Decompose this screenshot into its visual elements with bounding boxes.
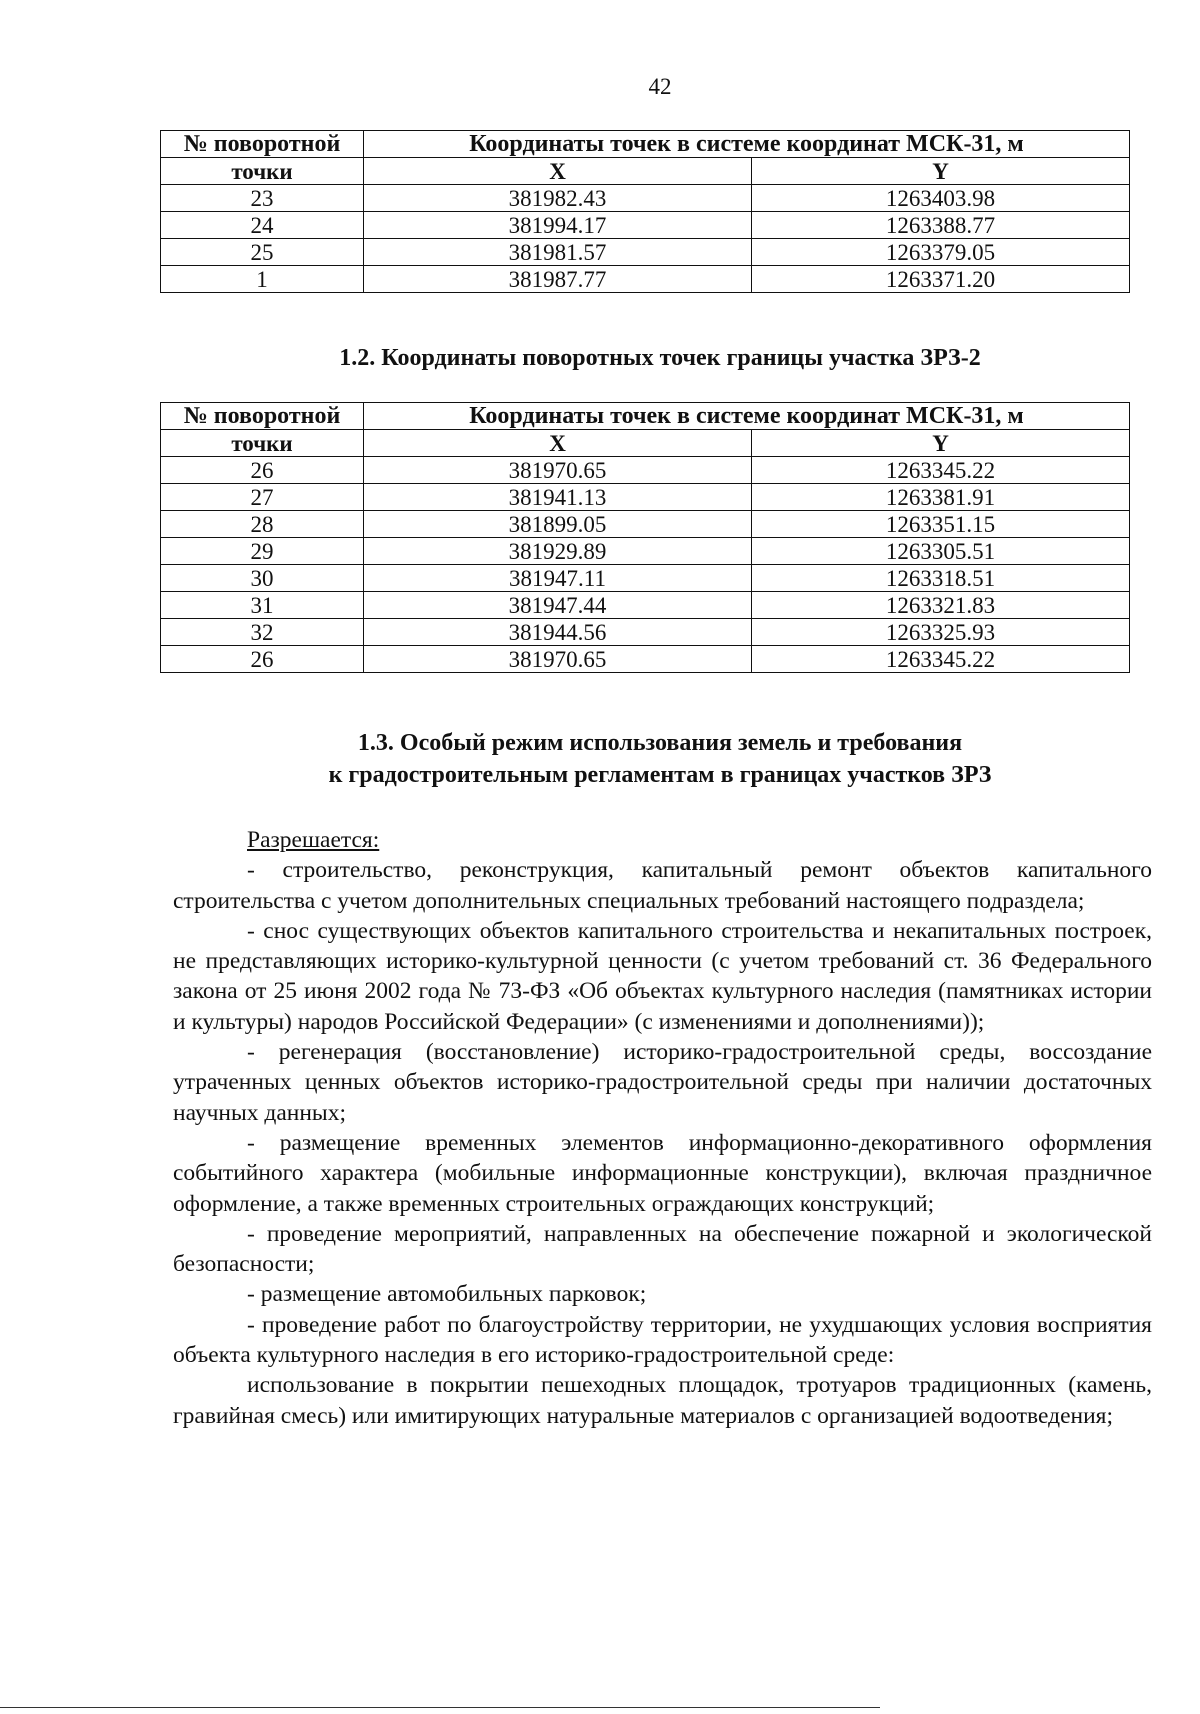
section-heading-1-3-line2: к градостроительным регламентам в границах участков ЗРЗ — [328, 762, 992, 788]
cell-n: 31 — [161, 592, 364, 619]
cell-n: 26 — [161, 457, 364, 484]
table-row — [161, 266, 1130, 293]
paragraph: - регенерация (восстановление) историко-градостроительной среды, воссоздание утраченных ценных объектов историко-градостроительной среды при наличии достаточных научных данных; — [173, 1039, 1152, 1126]
header-point-no-2: точки — [161, 430, 364, 457]
cell-n: 24 — [161, 212, 364, 239]
paragraph: использование в покрытии пешеходных площадок, тротуаров традиционных (камень, гравийная смесь) или имитирующих натуральные материалов с организацией водоотведения; — [173, 1372, 1152, 1429]
header-coords: Координаты точек в системе координат МСК-31, м — [364, 131, 1130, 158]
section-heading-1-3-line1: 1.3. Особый режим использования земель и требования — [357, 730, 963, 756]
cell-y: 1263305.51 — [752, 538, 1130, 565]
table-row — [161, 592, 1130, 619]
coordinates-table-1 — [160, 130, 1130, 293]
header-y: Y — [752, 158, 1130, 185]
cell-y: 1263351.15 — [752, 511, 1130, 538]
cell-x: 381982.43 — [364, 185, 752, 212]
cell-x: 381970.65 — [364, 457, 752, 484]
paragraph: - проведение мероприятий, направленных на обеспечение пожарной и экологической безопасности; — [173, 1220, 1152, 1278]
cell-n: 25 — [161, 239, 364, 266]
cell-n: 28 — [161, 511, 364, 538]
cell-x: 381994.17 — [364, 212, 752, 239]
cell-y: 1263318.51 — [752, 565, 1130, 592]
paragraph: - размещение автомобильных парковок; — [247, 1281, 647, 1308]
cell-n: 27 — [161, 484, 364, 511]
cell-n: 29 — [161, 538, 364, 565]
table-row — [161, 646, 1130, 673]
paragraph: - строительство, реконструкция, капитальный ремонт объектов капитального строительства с учетом дополнительных специальных требований настоящего подраздела; — [173, 857, 1152, 914]
coordinates-table-2 — [160, 402, 1130, 673]
header-point-no: № поворотной — [161, 131, 364, 158]
cell-y: 1263325.93 — [752, 619, 1130, 646]
table-row — [161, 511, 1130, 538]
cell-x: 381929.89 — [364, 538, 752, 565]
header-point-no: № поворотной — [161, 403, 364, 430]
cell-y: 1263345.22 — [752, 457, 1130, 484]
cell-y: 1263371.20 — [752, 266, 1130, 293]
cell-x: 381987.77 — [364, 266, 752, 293]
table-row — [161, 212, 1130, 239]
cell-y: 1263403.98 — [752, 185, 1130, 212]
cell-x: 381970.65 — [364, 646, 752, 673]
cell-n: 26 — [161, 646, 364, 673]
section-heading-1-3 — [0, 727, 1200, 791]
header-x: X — [364, 430, 752, 457]
cell-x: 381944.56 — [364, 619, 752, 646]
paragraph: - проведение работ по благоустройству территории, не ухудшающих условия восприятия объекта культурного наследия в его историко-градостроительной среде: — [173, 1311, 1152, 1369]
cell-n: 32 — [161, 619, 364, 646]
table-row — [161, 457, 1130, 484]
cell-x: 381941.13 — [364, 484, 752, 511]
cell-x: 381899.05 — [364, 511, 752, 538]
cell-y: 1263379.05 — [752, 239, 1130, 266]
cell-x: 381947.44 — [364, 592, 752, 619]
cell-y: 1263381.91 — [752, 484, 1130, 511]
cell-y: 1263345.22 — [752, 646, 1130, 673]
section-heading-1-2: 1.2. Координаты поворотных точек границы участка ЗРЗ-2 — [339, 345, 981, 371]
table-row — [161, 565, 1130, 592]
cell-n: 1 — [161, 266, 364, 293]
cell-x: 381981.57 — [364, 239, 752, 266]
table-row — [161, 484, 1130, 511]
cell-n: 23 — [161, 185, 364, 212]
paragraph: - снос существующих объектов капитального строительства и некапитальных построек, не представляющих историко-культурной ценности (с учетом требований ст. 36 Федерального закона от 25 июня 2002 года № 73-ФЗ «Об объектах культурного наследия (памятниках истории и культуры) народов Российской Федерации» (с изменениями и дополнениями)); — [173, 917, 1152, 1035]
cell-y: 1263388.77 — [752, 212, 1130, 239]
header-y: Y — [752, 430, 1130, 457]
bottom-rule — [0, 1707, 880, 1708]
header-coords: Координаты точек в системе координат МСК-31, м — [364, 403, 1130, 430]
table-row — [161, 185, 1130, 212]
table-row — [161, 538, 1130, 565]
header-x: X — [364, 158, 752, 185]
header-point-no-2: точки — [161, 158, 364, 185]
cell-n: 30 — [161, 565, 364, 592]
cell-y: 1263321.83 — [752, 592, 1130, 619]
permitted-label: Разрешается: — [247, 827, 380, 853]
table-row — [161, 619, 1130, 646]
cell-x: 381947.11 — [364, 565, 752, 592]
body-text — [173, 825, 1152, 1431]
page-number: 42 — [648, 74, 672, 99]
paragraph: - размещение временных элементов информационно-декоративного оформления событийного характера (мобильные информационные конструкции), включая праздничное оформление, а также временных строительных ограждающих конструкций; — [173, 1129, 1152, 1217]
table-row — [161, 239, 1130, 266]
